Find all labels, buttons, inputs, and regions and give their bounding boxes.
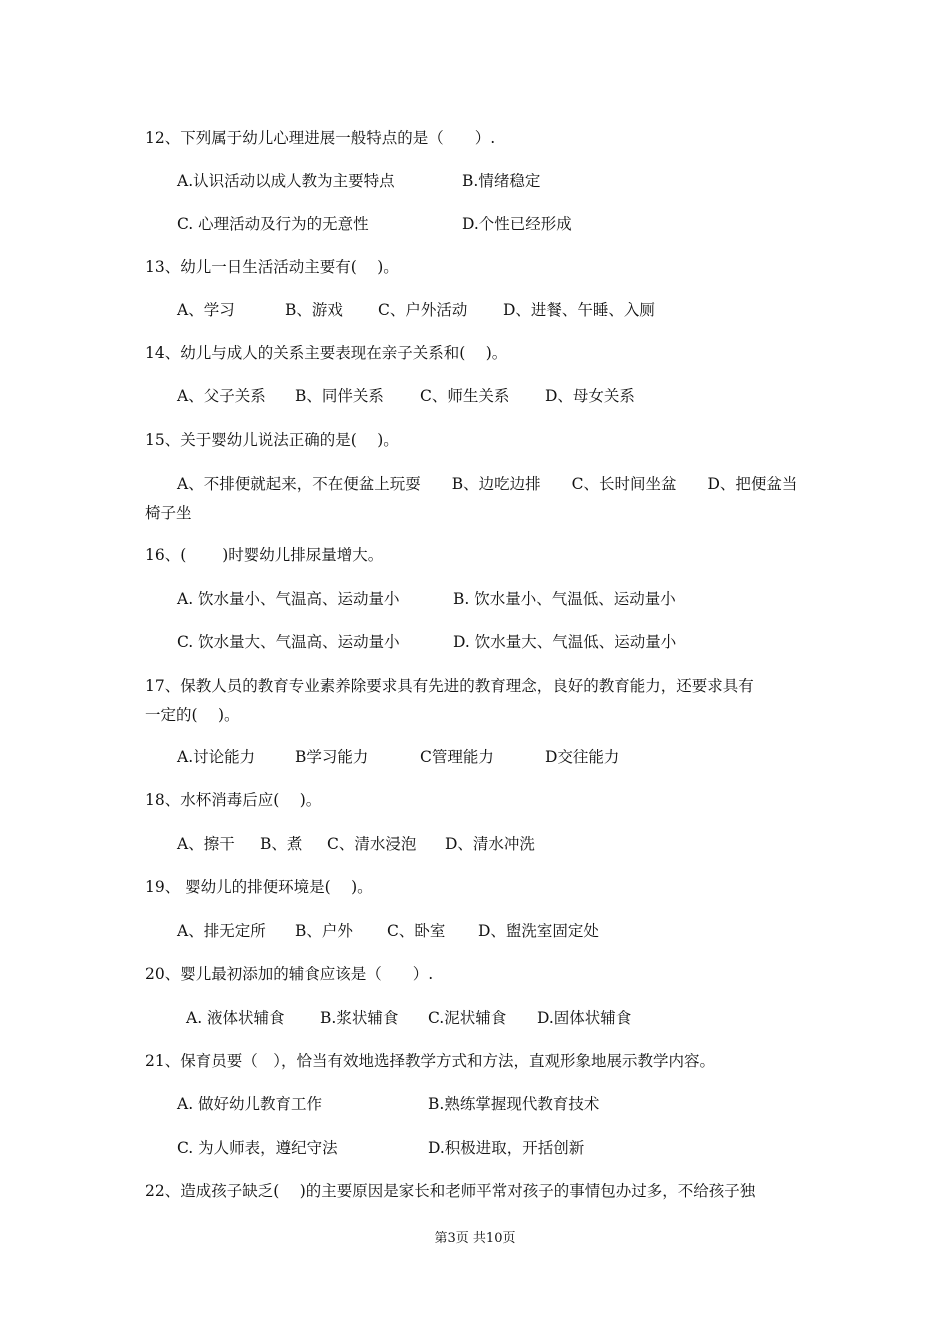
question-13-option-a: A、学习 — [177, 301, 235, 319]
question-20-stem: 20、婴儿最初添加的辅食应该是（ ）. — [145, 965, 434, 983]
question-16-option-c: C. 饮水量大、气温高、运动量小 — [177, 633, 400, 651]
page-number-footer: 第3页 共10页 — [434, 1231, 516, 1246]
question-12-option-b: B.情绪稳定 — [462, 172, 541, 190]
question-17-option-d: D交往能力 — [545, 748, 620, 766]
question-13-option-c: C、户外活动 — [378, 301, 468, 319]
question-20-option-b: B.浆状辅食 — [320, 1009, 399, 1027]
question-14-stem: 14、幼儿与成人的关系主要表现在亲子关系和( )。 — [145, 344, 508, 362]
question-21-options-row-1 — [0, 1094, 600, 1114]
question-13-option-d: D、进餐、午睡、入厕 — [503, 301, 655, 319]
question-14-option-d: D、母女关系 — [545, 387, 635, 405]
question-21-option-b: B.熟练掌握现代教育技术 — [428, 1095, 600, 1113]
question-19-option-d: D、盥洗室固定处 — [478, 922, 599, 940]
question-12-option-c: C. 心理活动及行为的无意性 — [177, 215, 369, 233]
question-16-stem: 16、( )时婴幼儿排尿量增大。 — [145, 546, 384, 564]
question-20-option-a: A. 液体状辅食 — [186, 1009, 285, 1027]
question-17-option-a: A.讨论能力 — [177, 748, 256, 766]
question-18-option-b: B、煮 — [260, 835, 303, 853]
question-16-options-row-2 — [0, 632, 677, 652]
question-18-stem: 18、水杯消毒后应( )。 — [145, 791, 322, 809]
question-17-stem-line-2: 一定的( )。 — [145, 706, 240, 724]
question-18-option-a: A、擦干 — [177, 835, 235, 853]
question-13-option-b: B、游戏 — [285, 301, 343, 319]
question-13-options — [0, 300, 655, 320]
question-14-option-b: B、同伴关系 — [295, 387, 384, 405]
question-21-option-a: A. 做好幼儿教育工作 — [177, 1095, 323, 1113]
question-15-options-line-1: A、不排便就起来，不在便盆上玩耍 B、边吃边排 C、长时间坐盆 D、把便盆当 — [177, 475, 798, 493]
question-14-option-c: C、师生关系 — [420, 387, 510, 405]
question-14-option-a: A、父子关系 — [177, 387, 266, 405]
question-15-stem: 15、关于婴幼儿说法正确的是( )。 — [145, 431, 399, 449]
question-12-stem: 12、下列属于幼儿心理进展一般特点的是（ ）. — [145, 129, 496, 147]
question-18-option-c: C、清水浸泡 — [327, 835, 417, 853]
question-20-option-d: D.固体状辅食 — [537, 1009, 632, 1027]
question-17-stem-line-1: 17、保教人员的教育专业素养除要求具有先进的教育理念，良好的教育能力，还要求具有 — [145, 677, 754, 695]
question-22-stem: 22、造成孩子缺乏( )的主要原因是家长和老师平常对孩子的事情包办过多，不给孩子独 — [145, 1182, 756, 1200]
question-21-stem: 21、保育员要（ ），恰当有效地选择教学方式和方法，直观形象地展示教学内容。 — [145, 1052, 715, 1070]
question-19-option-c: C、卧室 — [387, 922, 446, 940]
question-12-options-row-1 — [0, 171, 541, 191]
question-17-option-c: C管理能力 — [420, 748, 494, 766]
question-19-option-a: A、排无定所 — [177, 922, 266, 940]
question-16-option-a: A. 饮水量小、气温高、运动量小 — [177, 590, 400, 608]
question-13-stem: 13、幼儿一日生活活动主要有( )。 — [145, 258, 399, 276]
question-21-option-c: C. 为人师表，遵纪守法 — [177, 1139, 338, 1157]
question-12-option-a: A.认识活动以成人教为主要特点 — [177, 172, 395, 190]
question-12-options-row-2 — [0, 214, 572, 234]
question-16-option-b: B. 饮水量小、气温低、运动量小 — [453, 590, 676, 608]
question-19-option-b: B、户外 — [295, 922, 353, 940]
question-16-option-d: D. 饮水量大、气温低、运动量小 — [453, 633, 677, 651]
question-21-option-d: D.积极进取，开括创新 — [428, 1139, 585, 1157]
question-20-option-c: C.泥状辅食 — [428, 1009, 507, 1027]
question-12-option-d: D.个性已经形成 — [462, 215, 572, 233]
question-19-stem: 19、 婴幼儿的排便环境是( )。 — [145, 878, 373, 896]
question-16-options-row-1 — [0, 589, 676, 609]
question-19-options — [0, 921, 599, 941]
question-18-options — [0, 834, 535, 854]
question-15-options-line-2: 椅子坐 — [145, 504, 192, 522]
question-14-options — [0, 386, 635, 406]
question-20-options — [0, 1008, 632, 1028]
question-17-options — [0, 747, 620, 767]
question-17-option-b: B学习能力 — [295, 748, 369, 766]
question-18-option-d: D、清水冲洗 — [445, 835, 535, 853]
question-21-options-row-2 — [0, 1138, 585, 1158]
